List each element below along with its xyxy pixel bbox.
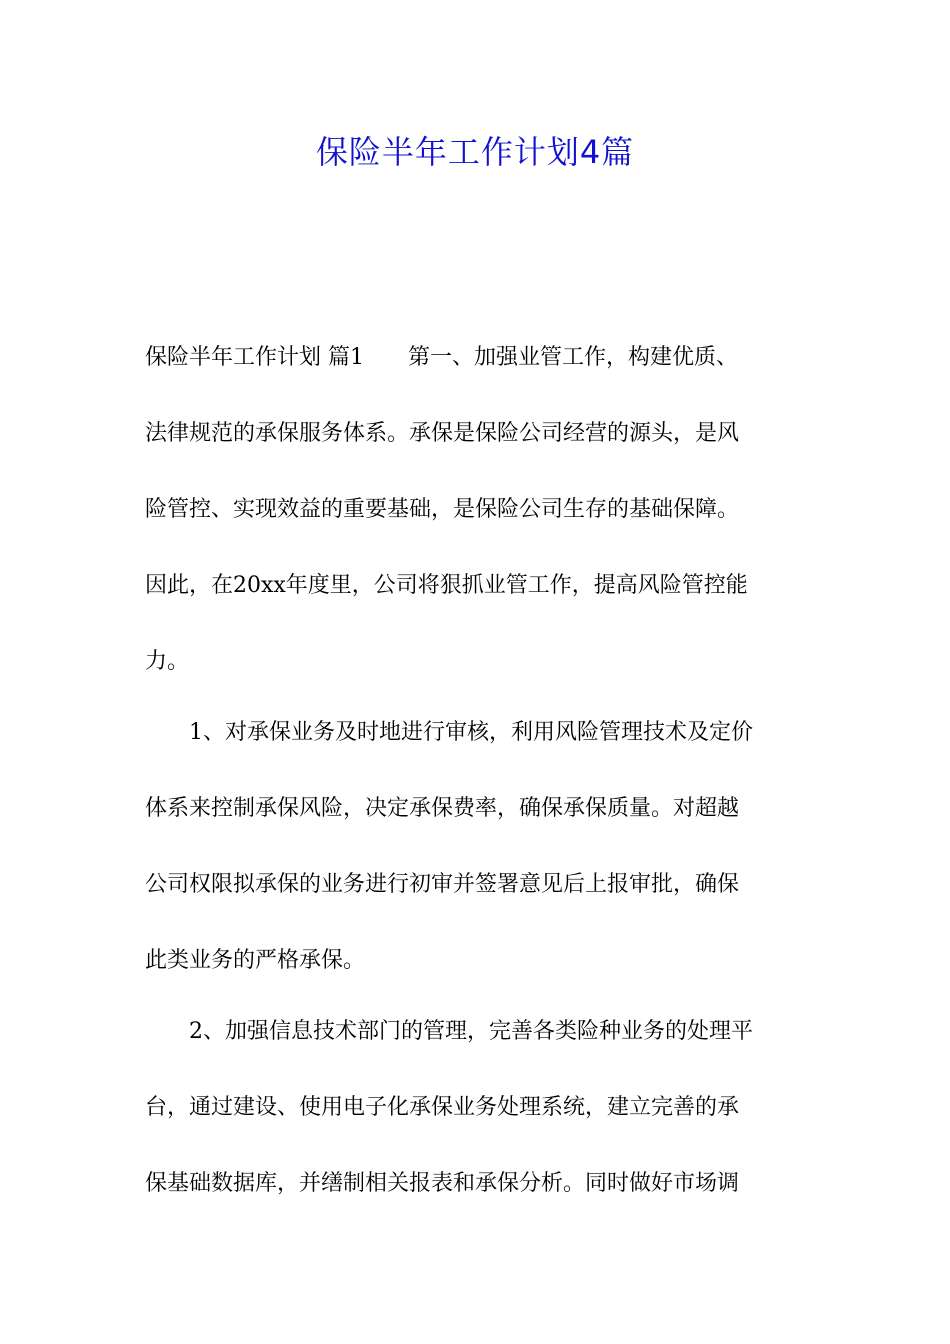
body-line: 2、加强信息技术部门的管理，完善各类险种业务的处理平 — [145, 1019, 753, 1044]
body-line: 1、对承保业务及时地进行审核，利用风险管理技术及定价 — [145, 720, 753, 745]
body-line: 台，通过建设、使用电子化承保业务处理系统，建立完善的承 — [145, 1095, 740, 1120]
document-title: 保险半年工作计划4篇 — [315, 133, 635, 171]
body-line: 保基础数据库，并缮制相关报表和承保分析。同时做好市场调 — [145, 1171, 740, 1196]
body-line: 保险半年工作计划 篇1 第一、加强业管工作，构建优质、 — [145, 345, 738, 370]
body-line: 力。 — [145, 649, 190, 674]
body-line: 体系来控制承保风险，决定承保费率，确保承保质量。对超越 — [145, 796, 740, 821]
body-line: 此类业务的严格承保。 — [145, 948, 366, 973]
body-line: 险管控、实现效益的重要基础，是保险公司生存的基础保障。 — [145, 497, 740, 522]
body-line: 公司权限拟承保的业务进行初审并签署意见后上报审批，确保 — [145, 872, 740, 897]
body-line: 法律规范的承保服务体系。承保是保险公司经营的源头，是风 — [145, 421, 740, 446]
body-line: 因此，在20xx年度里，公司将狠抓业管工作，提高风险管控能 — [145, 573, 748, 598]
